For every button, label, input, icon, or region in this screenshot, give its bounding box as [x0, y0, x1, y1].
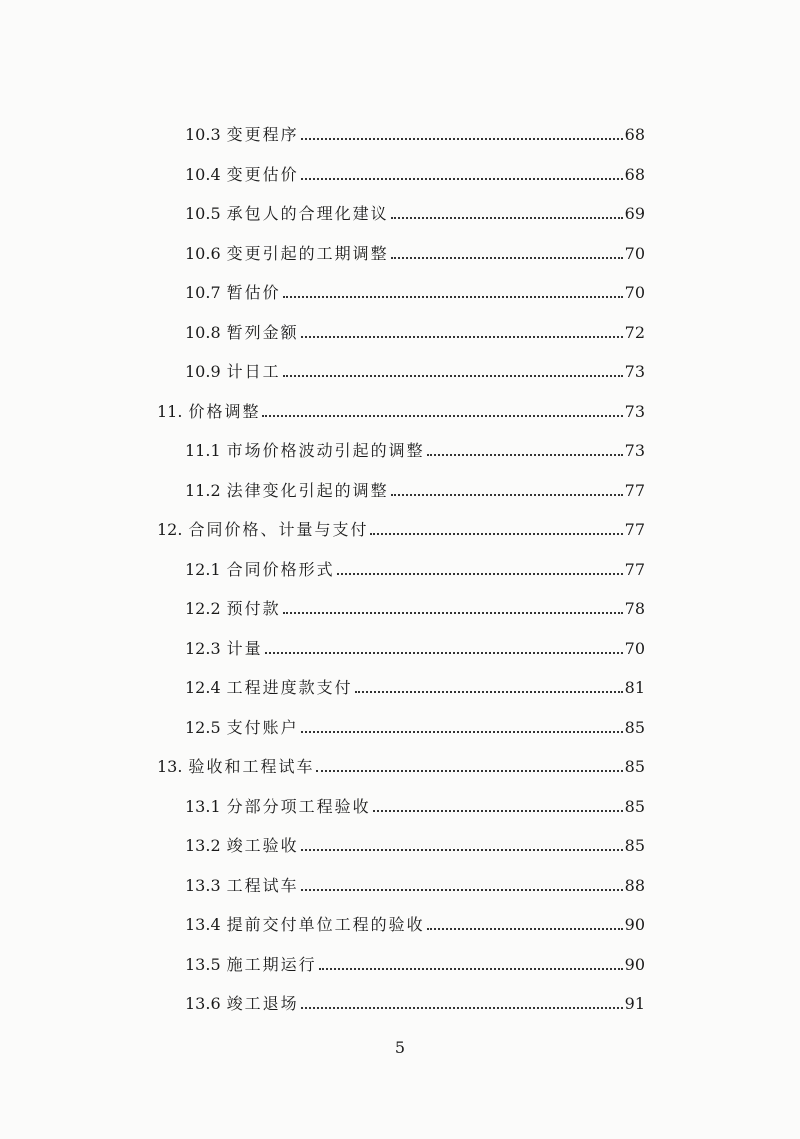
- toc-entry-title: 预付款: [226, 599, 281, 618]
- toc-entry-title: 法律变化引起的调整: [226, 480, 389, 500]
- page-number: 5: [394, 1038, 406, 1057]
- toc-entry-title: 变更引起的工期调整: [226, 243, 389, 263]
- toc-entry-number: 12.3: [185, 638, 221, 658]
- toc-entry-number: 13.4: [185, 915, 221, 934]
- toc-entry: [157, 518, 645, 542]
- toc-entry-title: 合同价格、计量与支付: [188, 520, 369, 539]
- toc-leader-dots: [337, 573, 623, 575]
- toc-entry-title: 支付账户: [226, 717, 299, 737]
- toc-leader-dots: [391, 217, 623, 219]
- toc-entry: [185, 953, 645, 977]
- toc-leader-dots: [301, 889, 623, 891]
- toc-entry-title: 变更估价: [226, 164, 299, 184]
- toc-entry: [185, 913, 645, 937]
- toc-entry-number: 12.: [157, 520, 183, 539]
- toc-entry-page: 77: [624, 480, 645, 500]
- toc-entry-page: 90: [624, 915, 645, 934]
- toc-entry-page: 73: [624, 441, 645, 460]
- toc-leader-dots: [301, 849, 623, 851]
- toc-entry: [185, 439, 645, 463]
- toc-entry-page: 81: [624, 678, 645, 697]
- toc-entry-page: 77: [624, 559, 645, 579]
- toc-entry-title: 计量: [226, 638, 263, 658]
- toc-entry: [157, 400, 645, 424]
- toc-entry-number: 10.3: [185, 125, 221, 144]
- toc-leader-dots: [370, 533, 622, 535]
- toc-leader-dots: [355, 691, 623, 693]
- toc-entry-number: 10.7: [185, 283, 221, 302]
- toc-entry-title: 工程试车: [226, 875, 299, 895]
- toc-entry-page: 91: [624, 994, 645, 1013]
- toc-entry-title: 价格调整: [188, 401, 261, 421]
- toc-entry-number: 13.3: [185, 875, 221, 895]
- toc-entry-page: 78: [624, 599, 645, 618]
- toc-entry-page: 70: [624, 243, 645, 263]
- toc-entry: [185, 597, 645, 621]
- toc-leader-dots: [301, 1007, 623, 1009]
- toc-entry: [185, 321, 645, 345]
- toc-entry-number: 12.4: [185, 678, 221, 697]
- toc-leader-dots: [427, 928, 623, 930]
- toc-entry-number: 13.1: [185, 796, 221, 816]
- toc-leader-dots: [319, 968, 623, 970]
- toc-entry: [185, 558, 645, 582]
- toc-entry-page: 77: [624, 520, 645, 539]
- toc-entry-title: 施工期运行: [226, 954, 317, 974]
- toc-entry-page: 85: [624, 796, 645, 816]
- toc-leader-dots: [283, 296, 623, 298]
- toc-entry: [185, 202, 645, 226]
- toc-leader-dots: [262, 415, 622, 417]
- toc-entry-number: 13.2: [185, 836, 221, 855]
- toc-entry-title: 竣工验收: [226, 836, 299, 855]
- toc-entry: [185, 874, 645, 898]
- toc-leader-dots: [301, 138, 623, 140]
- toc-entry: [185, 281, 645, 305]
- toc-entry-title: 暂列金额: [226, 322, 299, 342]
- toc-entry-number: 13.6: [185, 994, 221, 1013]
- toc-leader-dots: [301, 336, 623, 338]
- toc-entry: [185, 795, 645, 819]
- toc-entry-number: 12.1: [185, 559, 221, 579]
- toc-leader-dots: [301, 731, 623, 733]
- toc-entry-number: 11.1: [185, 441, 221, 460]
- toc-entry-page: 70: [624, 638, 645, 658]
- toc-entry-page: 72: [624, 322, 645, 342]
- toc-entry: [185, 163, 645, 187]
- toc-entry: [185, 479, 645, 503]
- toc-entry-title: 合同价格形式: [226, 559, 335, 579]
- toc-entry-page: 88: [624, 875, 645, 895]
- toc-entry-page: 69: [624, 204, 645, 223]
- toc-entry-page: 85: [624, 757, 645, 776]
- toc-entry: [185, 360, 645, 384]
- toc-entry-number: 13.: [157, 757, 183, 776]
- toc-leader-dots: [391, 494, 623, 496]
- toc-entry-page: 68: [624, 125, 645, 144]
- toc-entry-title: 竣工退场: [226, 994, 299, 1013]
- toc-entry-page: 85: [624, 836, 645, 855]
- toc-leader-dots: [265, 652, 623, 654]
- toc-entry: [185, 834, 645, 858]
- toc-leader-dots: [301, 178, 623, 180]
- toc-entry-title: 工程进度款支付: [226, 678, 353, 697]
- toc-entry-title: 分部分项工程验收: [226, 796, 371, 816]
- toc-entry-number: 13.5: [185, 954, 221, 974]
- toc-entry: [185, 992, 645, 1016]
- toc-entry-title: 市场价格波动引起的调整: [226, 441, 425, 460]
- toc-entry-title: 计日工: [226, 362, 281, 381]
- toc-entry-number: 11.: [157, 401, 183, 421]
- toc-entry-number: 10.5: [185, 204, 221, 223]
- toc-leader-dots: [373, 810, 623, 812]
- toc-entry: [185, 123, 645, 147]
- toc-entry-number: 11.2: [185, 480, 221, 500]
- toc-entry: [157, 755, 645, 779]
- toc-entry-page: 90: [624, 954, 645, 974]
- toc-entry-title: 验收和工程试车: [188, 757, 315, 776]
- toc-entry-page: 73: [624, 401, 645, 421]
- toc-leader-dots: [283, 612, 623, 614]
- toc-entry-title: 变更程序: [226, 125, 299, 144]
- toc-entry-page: 85: [624, 717, 645, 737]
- toc-entry-number: 10.8: [185, 322, 221, 342]
- toc-entry-page: 70: [624, 283, 645, 302]
- toc-entry: [185, 637, 645, 661]
- toc-entry-number: 10.6: [185, 243, 221, 263]
- toc-entry-title: 提前交付单位工程的验收: [226, 915, 425, 934]
- toc-entry-title: 承包人的合理化建议: [226, 204, 389, 223]
- toc-entry-page: 68: [624, 164, 645, 184]
- toc-entry-number: 10.4: [185, 164, 221, 184]
- toc-entry: [185, 716, 645, 740]
- toc-entry-number: 12.5: [185, 717, 221, 737]
- toc-entry: [185, 676, 645, 700]
- toc-entry-page: 73: [624, 362, 645, 381]
- toc-entry-title: 暂估价: [226, 283, 281, 302]
- toc-leader-dots: [283, 375, 623, 377]
- toc-leader-dots: [427, 454, 623, 456]
- toc-leader-dots: [391, 257, 623, 259]
- toc-entry: [185, 242, 645, 266]
- toc-entry-number: 10.9: [185, 362, 221, 381]
- toc-entry-number: 12.2: [185, 599, 221, 618]
- toc-leader-dots: [316, 770, 622, 772]
